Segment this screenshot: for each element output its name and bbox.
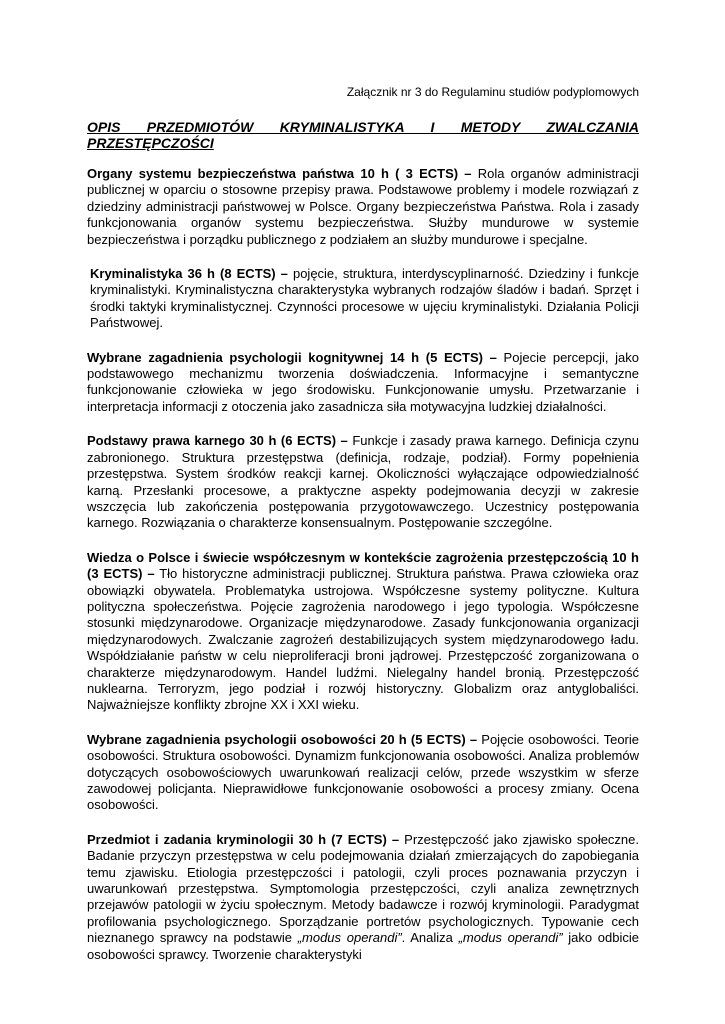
course-description: Funkcje i zasady prawa karnego. Definicja czynu zabronionego. Struktura przestępstwa (definicja, rodzaje, podział). Formy popełnienia przestępstwa. System środków reakcji karnej. Okoliczności wyłączające odpowiedzialność karną. Przesłanki procesowe, a praktyczne aspekty podejmowania decyzji w zakresie wszczęcia lub zakończenia postępowania przygotowawczego. Uczestnicy postępowania karnego. Rozwiązania o charakterze konsensualnym. Postępowanie szczególne. bbox=[87, 433, 639, 531]
course-description: Pojęcie osobowości. Teorie osobowości. Struktura osobowości. Dynamizm funkcjonowania osobowości. Analiza problemów dotyczących osobowościowych uwarunkowań realizacji celów, przede wszystkim w sferze zawodowej policjanta. Nieprawidłowe funkcjonowanie osobowości a procesy zmiany. Ocena osobowości. bbox=[87, 731, 639, 813]
course-section-criminology bbox=[87, 832, 639, 963]
course-description: jako odbicie osobowości sprawcy. Tworzenie charakterystyki bbox=[87, 930, 639, 962]
course-heading: Kryminalistyka 36 h (8 ECTS) – bbox=[90, 266, 288, 282]
course-description: pojęcie, struktura, interdyscyplinarność. Dziedziny i funkcje kryminalistyki. Kryminalistyczna charakterystyka wybranych rodzajów śladów i badań. Sprzęt i środki taktyki kryminalistycznej. Czynności procesowe w ujęciu kryminalistyki. Działania Policji Państwowej. bbox=[90, 266, 640, 331]
course-description-italic: „modus operandi” bbox=[458, 930, 563, 946]
course-heading: Wybrane zagadnienia psychologii kognitywnej 14 h (5 ECTS) – bbox=[87, 349, 497, 365]
course-description: Rola organów administracji publicznej w oparciu o stosowne przepisy prawa. Podstawowe problemy i modele rozwiązań z dziedziny administracji państwowej w Polsce. Organy bezpieczeństwa Państwa. Rola i zasady funkcjonowania organów systemu bezpieczeństwa. Służby mundurowe w systemie bezpieczeństwa i porządku publicznego z podziałem an służby mundurowe i specjalne. bbox=[87, 166, 639, 247]
course-heading: Wiedza o Polsce i świecie współczesnym w kontekście zagrożenia przestępczością 10 h (3 ECTS) – bbox=[87, 549, 639, 582]
attachment-note: Załącznik nr 3 do Regulaminu studiów podyplomowych bbox=[346, 85, 639, 99]
course-section-cognitive-psychology bbox=[87, 350, 639, 416]
course-heading: Przedmiot i zadania kryminologii 30 h (7 ECTS) – bbox=[87, 831, 400, 847]
course-section-criminalistics bbox=[87, 266, 639, 332]
course-descriptions bbox=[87, 166, 639, 981]
course-description: Tło historyczne administracji publicznej. Struktura państwa. Prawa człowieka oraz obowiązki obywatela. Problematyka ustrojowa. Współczesne systemy polityczne. Kultura polityczna społeczeństwa. Pojęcie zagrożenia narodowego i jego typologia. Współczesne stosunki międzynarodowe. Organizacje międzynarodowe. Zasady funkcjonowania organizacji międzynarodowych. Zwalczanie zagrożeń destabilizujących system międzynarodowego ładu. Współdziałanie państw w celu nieproliferacji broni jądrowej. Przestępczość zorganizowana o charakterze międzynarodowym. Handel ludźmi. Nielegalny handel bronią. Przestępczość nuklearna. Terroryzm, jego podział i rozwój historyczny. Globalizm oraz antyglobaliści. Najważniejsze konflikty zbrojne XX i XXI wieku. bbox=[87, 566, 640, 713]
course-description: Pojecie percepcji, jako podstawowego mechanizmu tworzenia doświadczenia. Informacyjne i semantyczne funkcjonowanie człowieka w jego środowisku. Funkcjonowanie umysłu. Przetwarzanie i interpretacja informacji z otoczenia jako zasadnicza siła motywacyjna ludzkiej działalności. bbox=[87, 349, 639, 414]
course-section-personality-psychology bbox=[87, 732, 639, 814]
course-section-criminal-law bbox=[87, 433, 639, 531]
course-section-poland-and-world bbox=[87, 550, 639, 714]
course-description: Przestępczość jako zjawisko społeczne. Badanie przyczyn przestępstwa w celu podejmowania działań zmierzających do zapobiegania temu zjawisku. Etiologia przestępczości i patologii, czyli proces poznawania przyczyn i uwarunkowań przestępstwa. Symptomologia przestępczości, czyli analiza zewnętrznych przejawów patologii w życiu społecznym. Metody badawcze i rozwój kryminologii. Paradygmat profilowania psychologicznego. Sporządzanie portretów psychologicznych. Typowanie cech nieznanego sprawcy na podstawie bbox=[87, 831, 640, 946]
course-heading: Organy systemu bezpieczeństwa państwa 10 h ( 3 ECTS) – bbox=[87, 166, 472, 181]
course-description: . Analiza bbox=[401, 930, 459, 946]
course-section-security-organs bbox=[87, 166, 639, 248]
course-heading: Wybrane zagadnienia psychologii osobowości 20 h (5 ECTS) – bbox=[87, 731, 478, 747]
document-title: OPIS PRZEDMIOTÓW KRYMINALISTYKA I METODY ZWALCZANIA PRZESTĘPCZOŚCI bbox=[87, 119, 639, 151]
course-heading: Podstawy prawa karnego 30 h (6 ECTS) – bbox=[87, 433, 348, 449]
course-description-italic: „modus operandi” bbox=[297, 930, 402, 946]
